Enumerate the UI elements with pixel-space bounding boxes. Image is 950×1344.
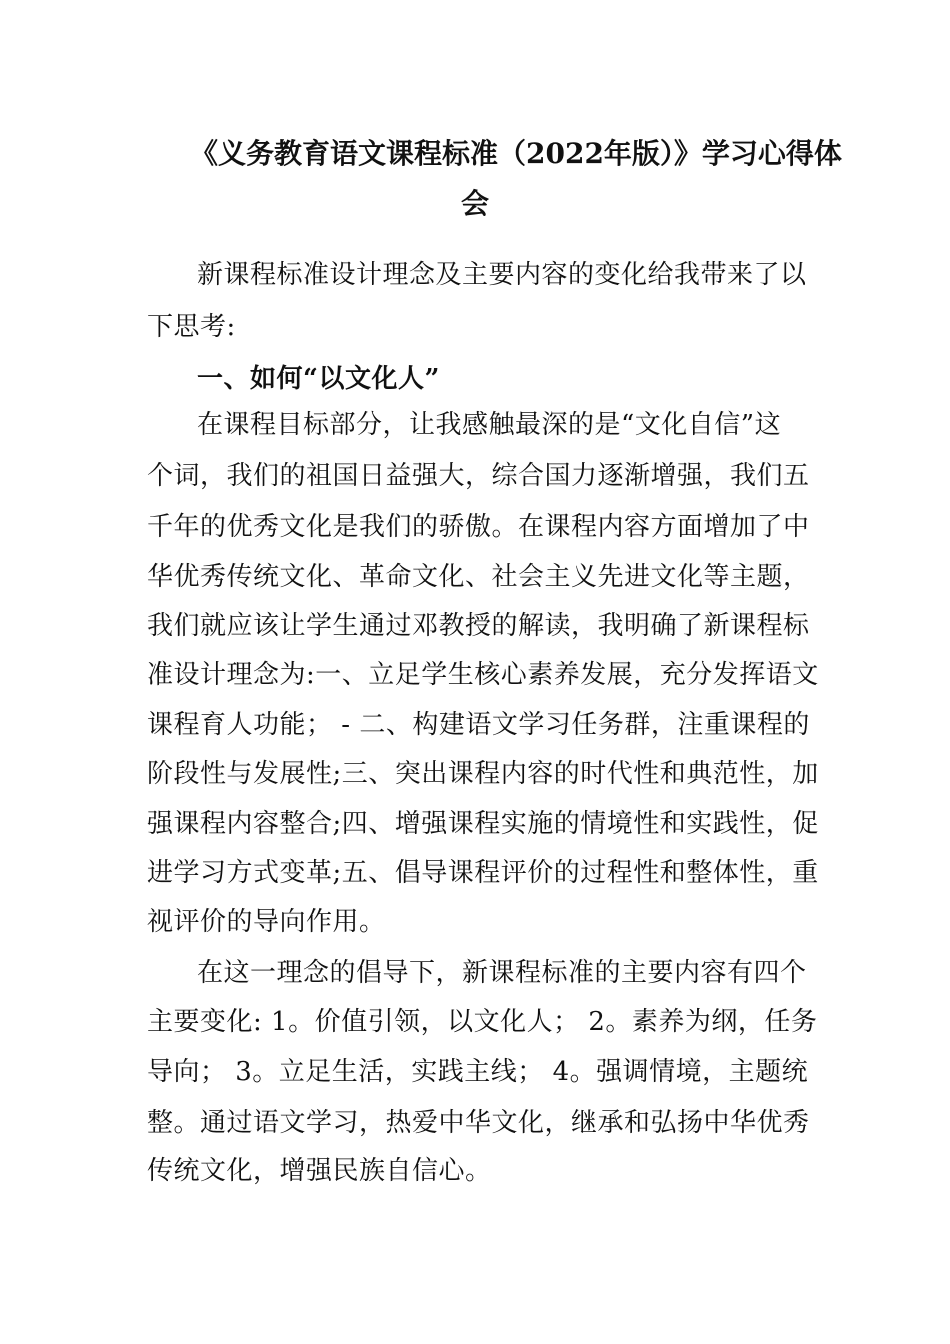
paragraph-line: 我们就应该让学生通过邓教授的解读，我明确了新课程标 [147, 611, 810, 641]
intro-line: 下思考: [147, 312, 236, 342]
section-heading: 一、如何“以文化人” [197, 364, 440, 394]
paragraph-line: 个词，我们的祖国日益强大，综合国力逐渐增强，我们五 [147, 461, 810, 491]
paragraph-line: 导向； 3。立足生活，实践主线； 4。强调情境，主题统 [147, 1057, 809, 1087]
paragraph-line: 在课程目标部分，让我感触最深的是“文化自信”这 [197, 410, 782, 440]
intro-line: 新课程标准设计理念及主要内容的变化给我带来了以 [197, 260, 807, 290]
paragraph-line: 阶段性与发展性;三、突出课程内容的时代性和典范性，加 [147, 759, 819, 789]
paragraph-line: 整。通过语文学习，热爱中华文化，继承和弘扬中华优秀 [147, 1108, 810, 1138]
paragraph-line: 进学习方式变革;五、倡导课程评价的过程性和整体性，重 [147, 858, 819, 888]
paragraph-line: 课程育人功能； - 二、构建语文学习任务群，注重课程的 [147, 710, 810, 740]
paragraph-line: 主要变化: 1。价值引领，以文化人； 2。素养为纲，任务 [147, 1007, 818, 1037]
document-title-line-2: 会 [461, 187, 490, 220]
paragraph-line: 在这一理念的倡导下，新课程标准的主要内容有四个 [197, 958, 807, 988]
paragraph-line: 视评价的导向作用。 [147, 907, 386, 937]
document-title-line-1: 《义务教育语文课程标准（2022年版）》学习心得体 [190, 137, 842, 170]
paragraph-line: 准设计理念为:一、立足学生核心素养发展，充分发挥语文 [147, 660, 819, 690]
paragraph-line: 传统文化，增强民族自信心。 [147, 1156, 492, 1186]
paragraph-line: 华优秀传统文化、革命文化、社会主义先进文化等主题， [147, 562, 810, 592]
paragraph-line: 千年的优秀文化是我们的骄傲。在课程内容方面增加了中 [147, 512, 810, 542]
paragraph-line: 强课程内容整合;四、增强课程实施的情境性和实践性，促 [147, 809, 819, 839]
